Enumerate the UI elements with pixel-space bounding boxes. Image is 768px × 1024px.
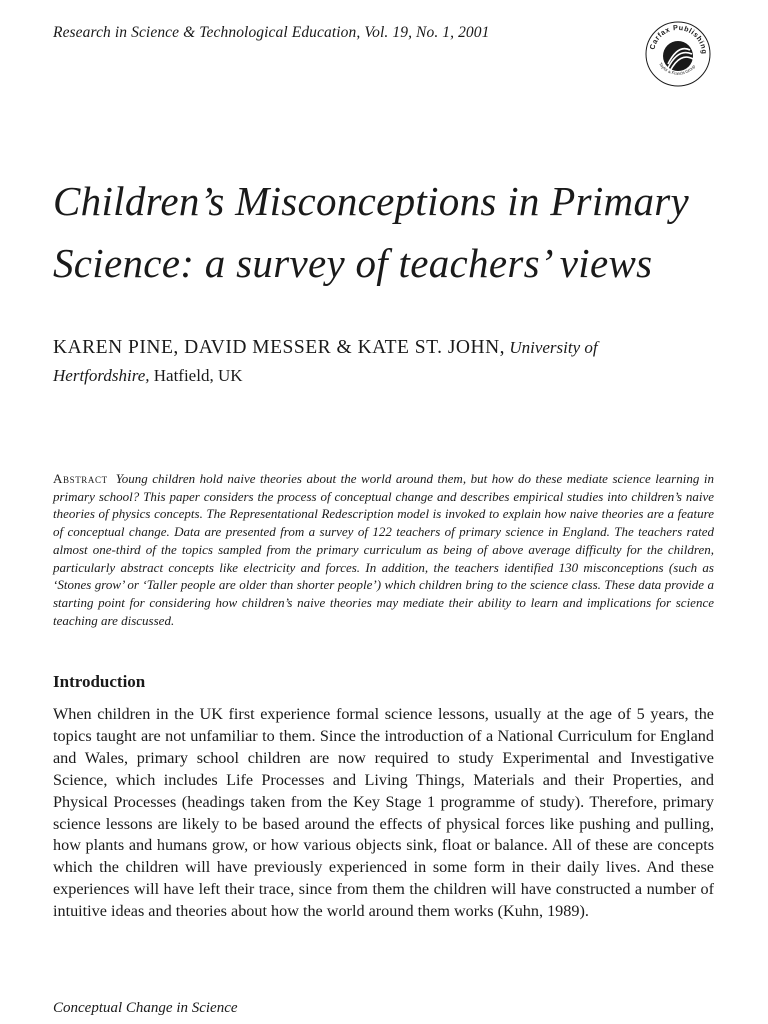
title-line-1: Children’s Misconceptions in Primary [53, 178, 690, 224]
abstract-label: Abstract [53, 471, 108, 486]
introduction-paragraph: When children in the UK first experience formal science lessons, usually at the age of 5 years, the topics taught are not unfamiliar to them. Since the introduction of a National Curriculum for England and Wales, primary school children are now required to study Experimental and Investigative Science, which includes Life Processes and Living Things, Materials and their Properties, and Physical Processes (headings taken from the Key Stage 1 programme of study). Therefore, primary science lessons are likely to be based around the effects of physical forces like pushing and pulling, how plants and humans grow, or how various objects sink, float or balance. All of these are concepts which the children will have previously experienced in some form in their daily lives. And these experiences will have left their trace, since from them the children will have constructed a number of intuitive ideas and theories about how the world around them works (Kuhn, 1989). [53, 705, 714, 921]
abstract [53, 470, 714, 629]
author-block [53, 334, 733, 390]
author-names: KAREN PINE, DAVID MESSER & KATE ST. JOHN, [53, 337, 506, 358]
section-heading-introduction: Introduction [53, 672, 146, 691]
running-footer: Conceptual Change in Science [53, 1000, 238, 1016]
journal-citation: Research in Science & Technological Education, Vol. 19, No. 1, 2001 [53, 24, 490, 41]
paper-title [53, 170, 733, 294]
title-line-2: Science: a survey of teachers’ views [53, 240, 653, 286]
affiliation-part-1: University of [509, 338, 598, 357]
author-location: Hatfield, UK [153, 366, 243, 385]
carfax-publishing-logo [644, 20, 712, 88]
affiliation-part-2: Hertfordshire, [53, 366, 150, 385]
logo-text: Carfax Publishing [647, 22, 710, 55]
logo-subtext: Taylor & Francis Group [658, 61, 697, 76]
abstract-text: Young children hold naive theories about the world around them, but how do these mediate science learning in primary school? This paper considers the process of conceptual change and describes empirical studies into children’s naive theories of physics concepts. The Representational Redescription model is invoked to explain how naive theories are a feature of conceptual change. Data are presented from a survey of 122 teachers of primary science in England. The teachers rated almost one-third of the topics sampled from the primary curriculum as being of above average difficulty for the children, particularly abstract concepts like electricity and forces. In addition, the teachers identified 130 misconceptions (such as ‘Stones grow’ or ‘Taller people are older than shorter people’) which children bring to the science class. These data provide a starting point for considering how children’s naive theories may mediate their ability to learn and implications for science teaching are discussed. [53, 471, 714, 628]
